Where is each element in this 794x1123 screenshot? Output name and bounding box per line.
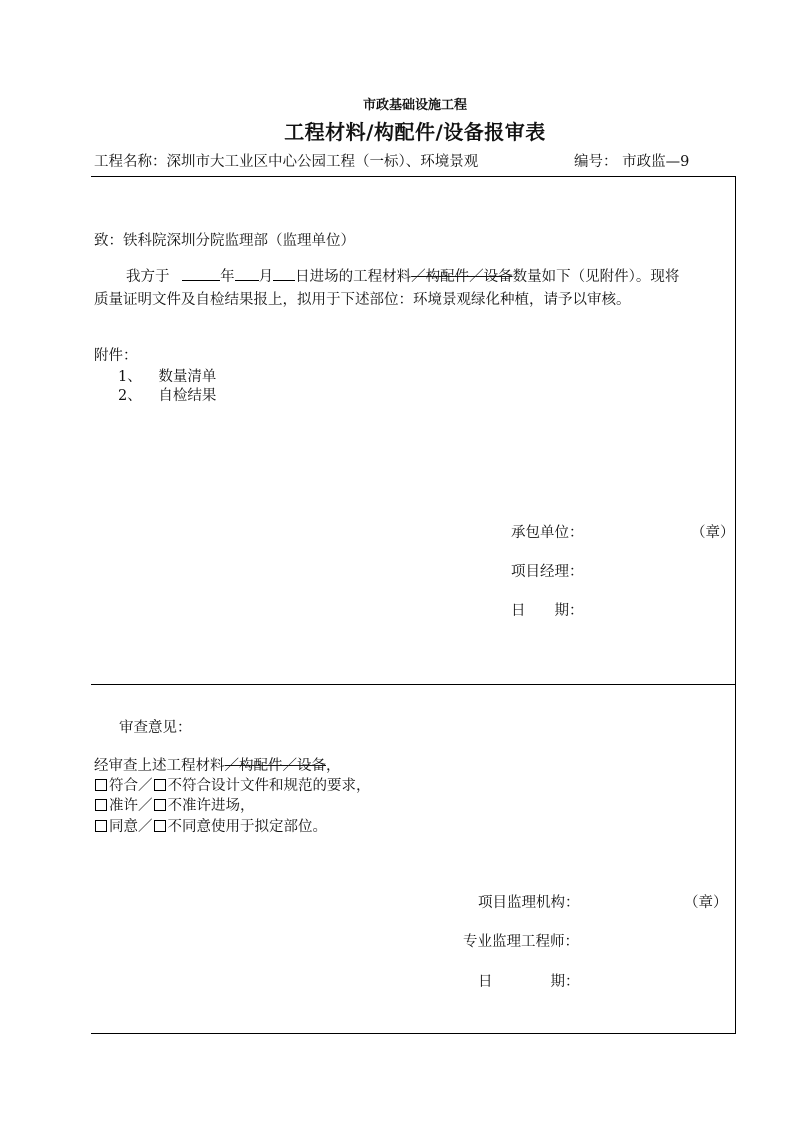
not-comply-checkbox[interactable] xyxy=(154,779,166,791)
day-blank[interactable] xyxy=(273,266,295,281)
review-line1 xyxy=(94,754,341,775)
supervision-seal: （章） xyxy=(684,895,728,911)
agree-checkbox[interactable] xyxy=(95,820,107,832)
permit-text: 准许／ xyxy=(109,798,153,814)
year-char: 年 xyxy=(220,269,235,285)
review-struck-items: ／构配件／设备 xyxy=(224,758,326,774)
contractor-label: 承包单位： xyxy=(511,525,584,541)
struck-items: ／构配件／设备 xyxy=(411,269,513,285)
not-agree-text: 不同意使用于拟定部位。 xyxy=(167,819,327,835)
attachment-item xyxy=(118,365,216,386)
review-option-use xyxy=(94,815,327,836)
form-title: 工程材料/构配件/设备报审表 xyxy=(284,120,546,144)
not-agree-checkbox[interactable] xyxy=(154,820,166,832)
recipient-line: 致：铁科院深圳分院监理部（监理单位） xyxy=(94,233,355,249)
engineer-label: 专业监理工程师： xyxy=(463,934,579,950)
not-permit-checkbox[interactable] xyxy=(154,799,166,811)
submission-body-line1 xyxy=(126,265,679,286)
contractor-seal: （章） xyxy=(691,525,735,541)
month-blank[interactable] xyxy=(235,266,259,281)
attachment-number: 2、 xyxy=(118,388,142,404)
project-manager-label: 项目经理： xyxy=(511,564,584,580)
body-mid: 日进场的工程材料 xyxy=(295,269,412,285)
form-category-subtitle: 市政基础设施工程 xyxy=(362,98,467,113)
review-opinion-label: 审查意见： xyxy=(119,720,192,736)
comply-checkbox[interactable] xyxy=(95,779,107,791)
attachments-label: 附件： xyxy=(94,348,138,364)
serial-number: 编号： 市政监—9 xyxy=(574,154,690,170)
month-char: 月 xyxy=(258,269,274,285)
review-option-comply xyxy=(94,774,371,795)
attachment-text: 数量清单 xyxy=(158,369,217,385)
agree-text: 同意／ xyxy=(109,819,153,835)
submission-date-label: 日 期： xyxy=(511,603,584,619)
submission-body-line2: 质量证明文件及自检结果报上，拟用于下述部位：环境景观绿化种植，请予以审核。 xyxy=(94,292,631,308)
review-option-entry xyxy=(94,794,255,815)
body-suffix: 数量如下（见附件）。现将 xyxy=(512,269,680,285)
section-divider xyxy=(91,684,736,685)
review-line1-prefix: 经审查上述工程材料 xyxy=(94,758,225,774)
attachment-item xyxy=(118,384,216,405)
attachment-text: 自检结果 xyxy=(158,388,217,404)
not-comply-text: 不符合设计文件和规范的要求， xyxy=(167,778,371,794)
review-line1-suffix: ， xyxy=(326,758,341,774)
body-prefix: 我方于 xyxy=(126,269,170,285)
year-blank[interactable] xyxy=(182,266,220,281)
permit-checkbox[interactable] xyxy=(95,799,107,811)
project-name: 工程名称：深圳市大工业区中心公园工程（一标）、环境景观 xyxy=(94,154,479,170)
not-permit-text: 不准许进场， xyxy=(167,798,255,814)
review-date-label: 日 期： xyxy=(478,974,580,990)
comply-text: 符合／ xyxy=(109,778,153,794)
attachment-number: 1、 xyxy=(118,369,142,385)
supervision-org-label: 项目监理机构： xyxy=(478,895,580,911)
